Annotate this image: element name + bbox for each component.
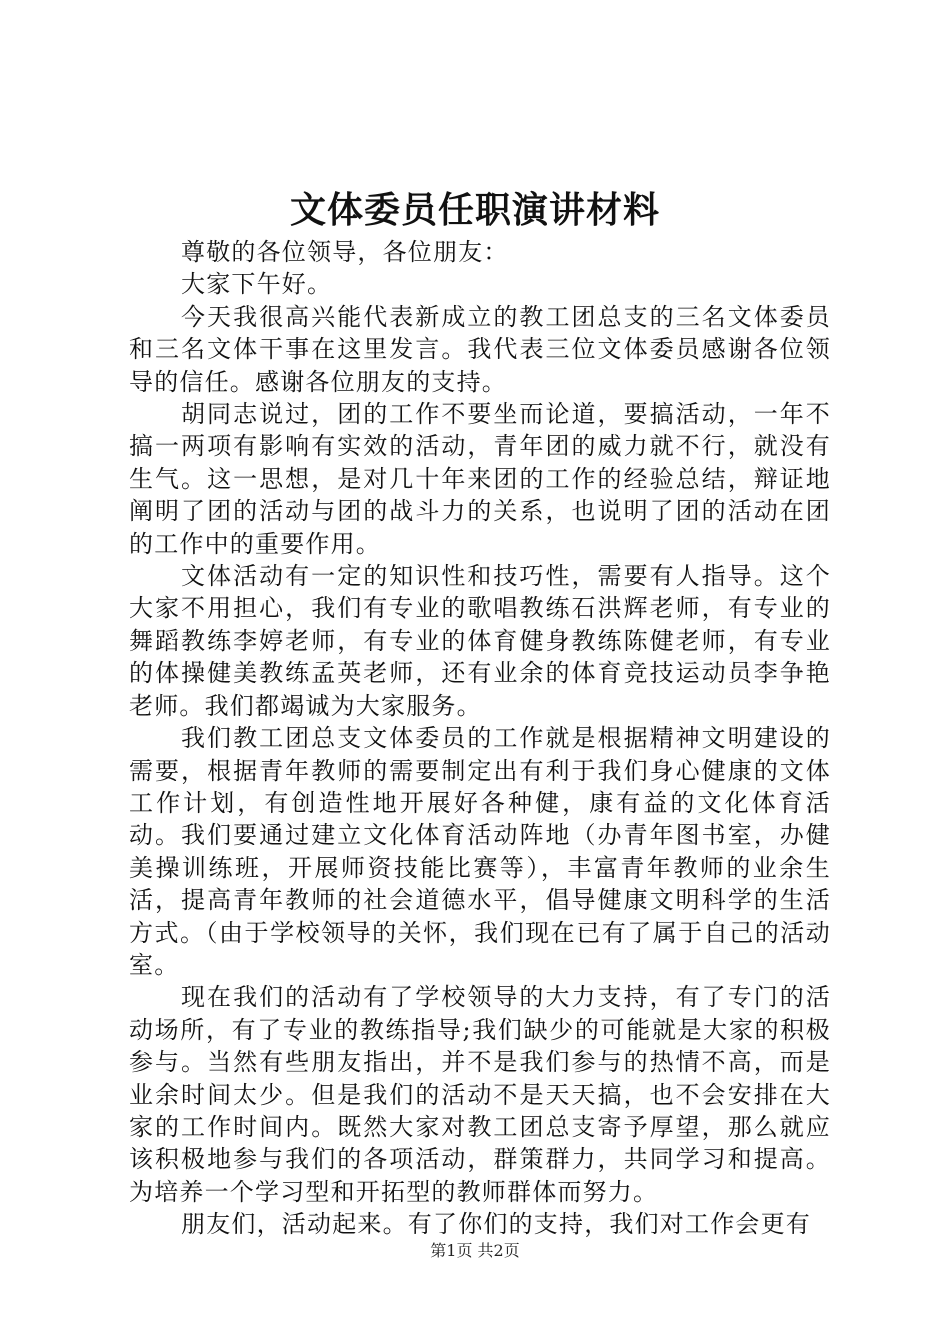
body-paragraph: 我们教工团总支文体委员的工作就是根据精神文明建设的需要，根据青年教师的需要制定出有利于我们身心健康的文体工作计划，有创造性地开展好各种健，康有益的文化体育活动。我们要通过建立文化体育活动阵地（办青年图书室，办健美操训练班，开展师资技能比赛等），丰富青年教师的业余生活，提高青年教师的社会道德水平，倡导健康文明科学的生活方式。（由于学校领导的关怀，我们现在已有了属于自己的活动室。 [129, 724, 831, 979]
body-paragraph: 文体活动有一定的知识性和技巧性，需要有人指导。这个大家不用担心，我们有专业的歌唱教练石洪辉老师，有专业的舞蹈教练李婷老师，有专业的体育健身教练陈健老师，有专业的体操健美教练孟英老师，还有业余的体育竞技运动员李争艳老师。我们都竭诚为大家服务。 [129, 562, 831, 720]
salutation-paragraph: 尊敬的各位领导，各位朋友： [181, 238, 509, 266]
document-body [129, 236, 831, 1241]
document-title: 文体委员任职演讲材料 [289, 189, 660, 231]
body-paragraph: 朋友们，活动起来。有了你们的支持，我们对工作会更有 [181, 1210, 811, 1239]
page-footer: 第1页 共2页 [430, 1241, 520, 1260]
greeting-paragraph: 大家下午好。 [181, 270, 333, 299]
body-paragraph: 胡同志说过，团的工作不要坐而论道，要搞活动，一年不搞一两项有影响有实效的活动，青年团的威力就不行，就没有生气。这一思想，是对几十年来团的工作的经验总结，辩证地阐明了团的活动与团的战斗力的关系，也说明了团的活动在团的工作中的重要作用。 [129, 400, 831, 558]
body-paragraph: 现在我们的活动有了学校领导的大力支持，有了专门的活动场所，有了专业的教练指导;我们缺少的可能就是大家的积极参与。当然有些朋友指出，并不是我们参与的热情不高，而是业余时间太少。但是我们的活动不是天天搞，也不会安排在大家的工作时间内。既然大家对教工团总支寄予厚望，那么就应该积极地参与我们的各项活动，群策群力，共同学习和提高。为培养一个学习型和开拓型的教师群体而努力。 [129, 983, 831, 1206]
body-paragraph: 今天我很高兴能代表新成立的教工团总支的三名文体委员和三名文体干事在这里发言。我代表三位文体委员感谢各位领导的信任。感谢各位朋友的支持。 [129, 302, 831, 396]
